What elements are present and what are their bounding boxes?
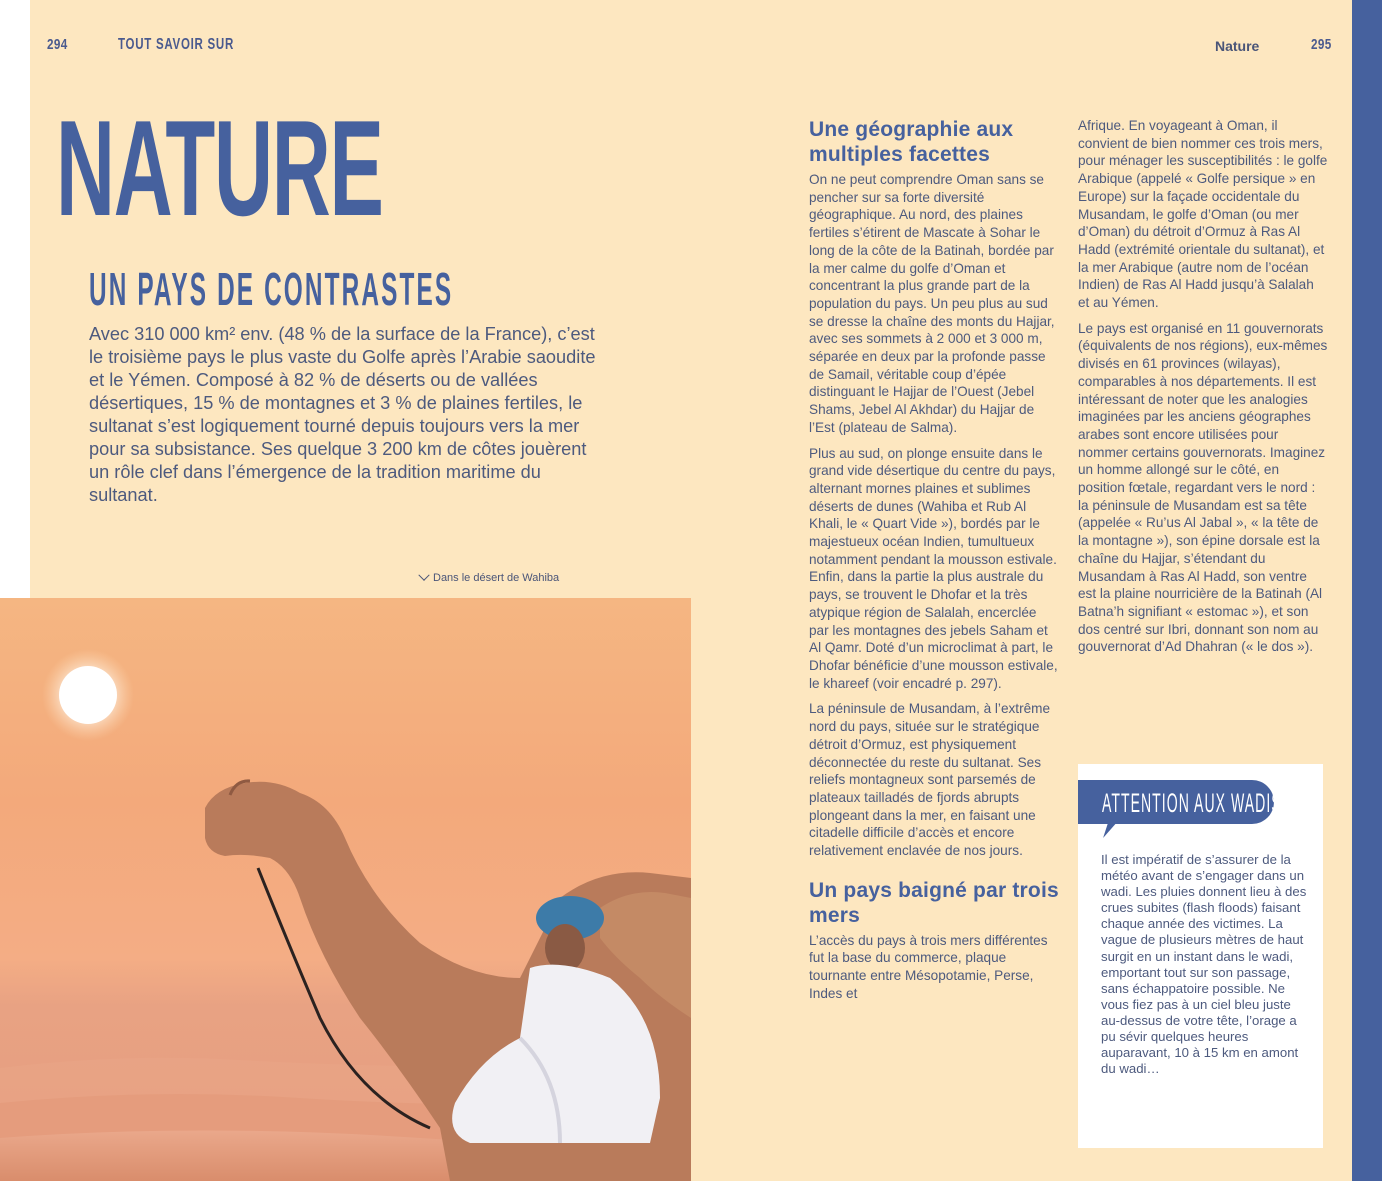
paragraph: Plus au sud, on plonge ensuite dans le grand vide désertique du centre du pays, alternant mornes plaines et sublimes déserts de dunes (Wahiba et Rub Al Khali, le « Quart Vide »), bordés par le majestueux océan Indien, tumultueux notamment pendant la mousson estivale. Enfin, dans la partie la plus australe du pays, se trouvent le Dhofar et la très atypique région de Salalah, encerclée par les montagnes des jebels Saham et Al Qamr. Doté d’un microclimat à part, le Dhofar bénéficie d’une mousson estivale, le khareef (voir encadré p. 297). [809, 445, 1058, 691]
callout-body: Il est impératif de s’assurer de la météo avant de s’engager dans un wadi. Les pluies donnent lieu à des crues subites (flash floods) faisant chaque année des victimes. La vague de plusieurs mètres de haut surgit en un instant dans le wadi, emportant tout sur son passage, sans échappatoire possible. Ne vous fiez pas à un ciel bleu juste au-dessus de votre tête, l’orage a pu sévir quelques heures auparavant, 10 à 15 km en amont du wadi… [1101, 852, 1307, 1077]
photo-illustration [0, 598, 691, 1181]
chapter-subtitle: UN PAYS DE CONTRASTES [89, 263, 454, 315]
callout-title: ATTENTION AUX WADIS [1102, 788, 1282, 818]
section-heading-three-seas: Un pays baigné par trois mers [809, 878, 1059, 927]
paragraph: On ne peut comprendre Oman sans se pencher sur sa forte diversité géographique. Au nord, des plaines fertiles s’étirent de Mascate à Sohar le long de la côte de la Batinah, bordée par la mer calme du golfe d’Oman et concentrant la plus grande part de la population du pays. Un peu plus au sud se dresse la chaîne des monts du Hajjar, avec ses sommets à 2 000 et 3 000 m, séparée en deux par la profonde passe de Samail, véritable coup d’épée distinguant le Hajjar de l’Ouest (Jebel Shams, Jebel Al Akhdar) du Hajjar de l’Est (plateau de Salma). [809, 172, 1055, 435]
speech-bubble-tail [1103, 820, 1123, 838]
right-page-number-container [1311, 36, 1338, 54]
left-page-number: 294 [47, 36, 68, 53]
paragraph: Le pays est organisé en 11 gouvernorats (équivalents de nos régions), eux-mêmes divisés en 61 provinces (wilayas), comparables à nos départements. Il est intéressant de noter que les analogies imaginées par les anciens géographes arabes sont encore utilisées pour nommer certains gouvernorats. Imaginez un homme allongé sur le côté, en position fœtale, regardant vers le nord : la péninsule de Musandam est sa tête (appelée « Ru’us Al Jabal », « la tête de la montagne »), son épine dorsale est la chaîne du Hajjar, s’étendant du Musandam à Ras Al Hadd, son ventre est la plaine nourricière de la Batinah (Al Batna’h signifiant « estomac »), et son dos centré sur Ibri, donnant son nom au gouvernorat d’Ad Dhahran (« le dos »). [1078, 320, 1328, 655]
column-two [1078, 117, 1328, 664]
paragraph: L’accès du pays à trois mers différentes fut la base du commerce, plaque tournante entre Mésopotamie, Perse, Indes et [809, 932, 1048, 1001]
chapter-title: NATURE [56, 92, 383, 244]
paragraph: Afrique. En voyageant à Oman, il convient de bien nommer ces trois mers, pour ménager les susceptibilités : le golfe Arabique (appelé « Golfe persique » en Europe) sur la façade occidentale du Musandam, le golfe d’Oman (ou mer d’Oman) du détroit d’Ormuz à Ras Al Hadd (extrémité orientale du sultanat), et la mer Arabique (autre nom de l’océan Indien) de Ras Al Hadd jusqu’à Salalah et au Yémen. [1078, 118, 1328, 311]
left-running-title: TOUT SAVOIR SUR [118, 36, 234, 53]
right-page-number: 295 [1311, 36, 1332, 53]
section-heading-geography: Une géographie aux multiples facettes [809, 118, 1014, 166]
photo-caption-text: Dans le désert de Wahiba [433, 572, 560, 584]
intro-paragraph: Avec 310 000 km² env. (48 % de la surface de la France), c’est le troisième pays le plus vaste du Golfe après l’Arabie saoudite et le Yémen. Composé à 82 % de déserts ou de vallées désertiques, 15 % de montagnes et 3 % de plaines fertiles, le sultanat s’est logiquement tourné depuis toujours vers la mer pour sa subsistance. Ses quelque 3 200 km de côtes jouèrent un rôle clef dans l’émergence de la tradition maritime du sultanat. [89, 324, 596, 505]
right-running-title: Nature [1215, 38, 1260, 54]
page-edge-accent-bar [1352, 0, 1382, 1181]
paragraph: La péninsule de Musandam, à l’extrême nord du pays, située sur le stratégique détroit d’Ormuz, est physiquement déconnectée du reste du sultanat. Ses reliefs montagneux sont parsemés de plateaux tailladés de fjords abrupts plongeant dans la mer, en faisant une citadelle difficile d’accès et encore relativement enclavée de nos jours. [809, 701, 1051, 859]
chevron-down-icon [418, 570, 429, 581]
left-page-number-container [47, 36, 74, 53]
callout-box-wadis [1078, 764, 1323, 1148]
column-one [809, 117, 1059, 1011]
photo-caption [420, 572, 559, 584]
callout-speech-bubble [1078, 780, 1282, 824]
desert-camel-photo [0, 598, 691, 1181]
